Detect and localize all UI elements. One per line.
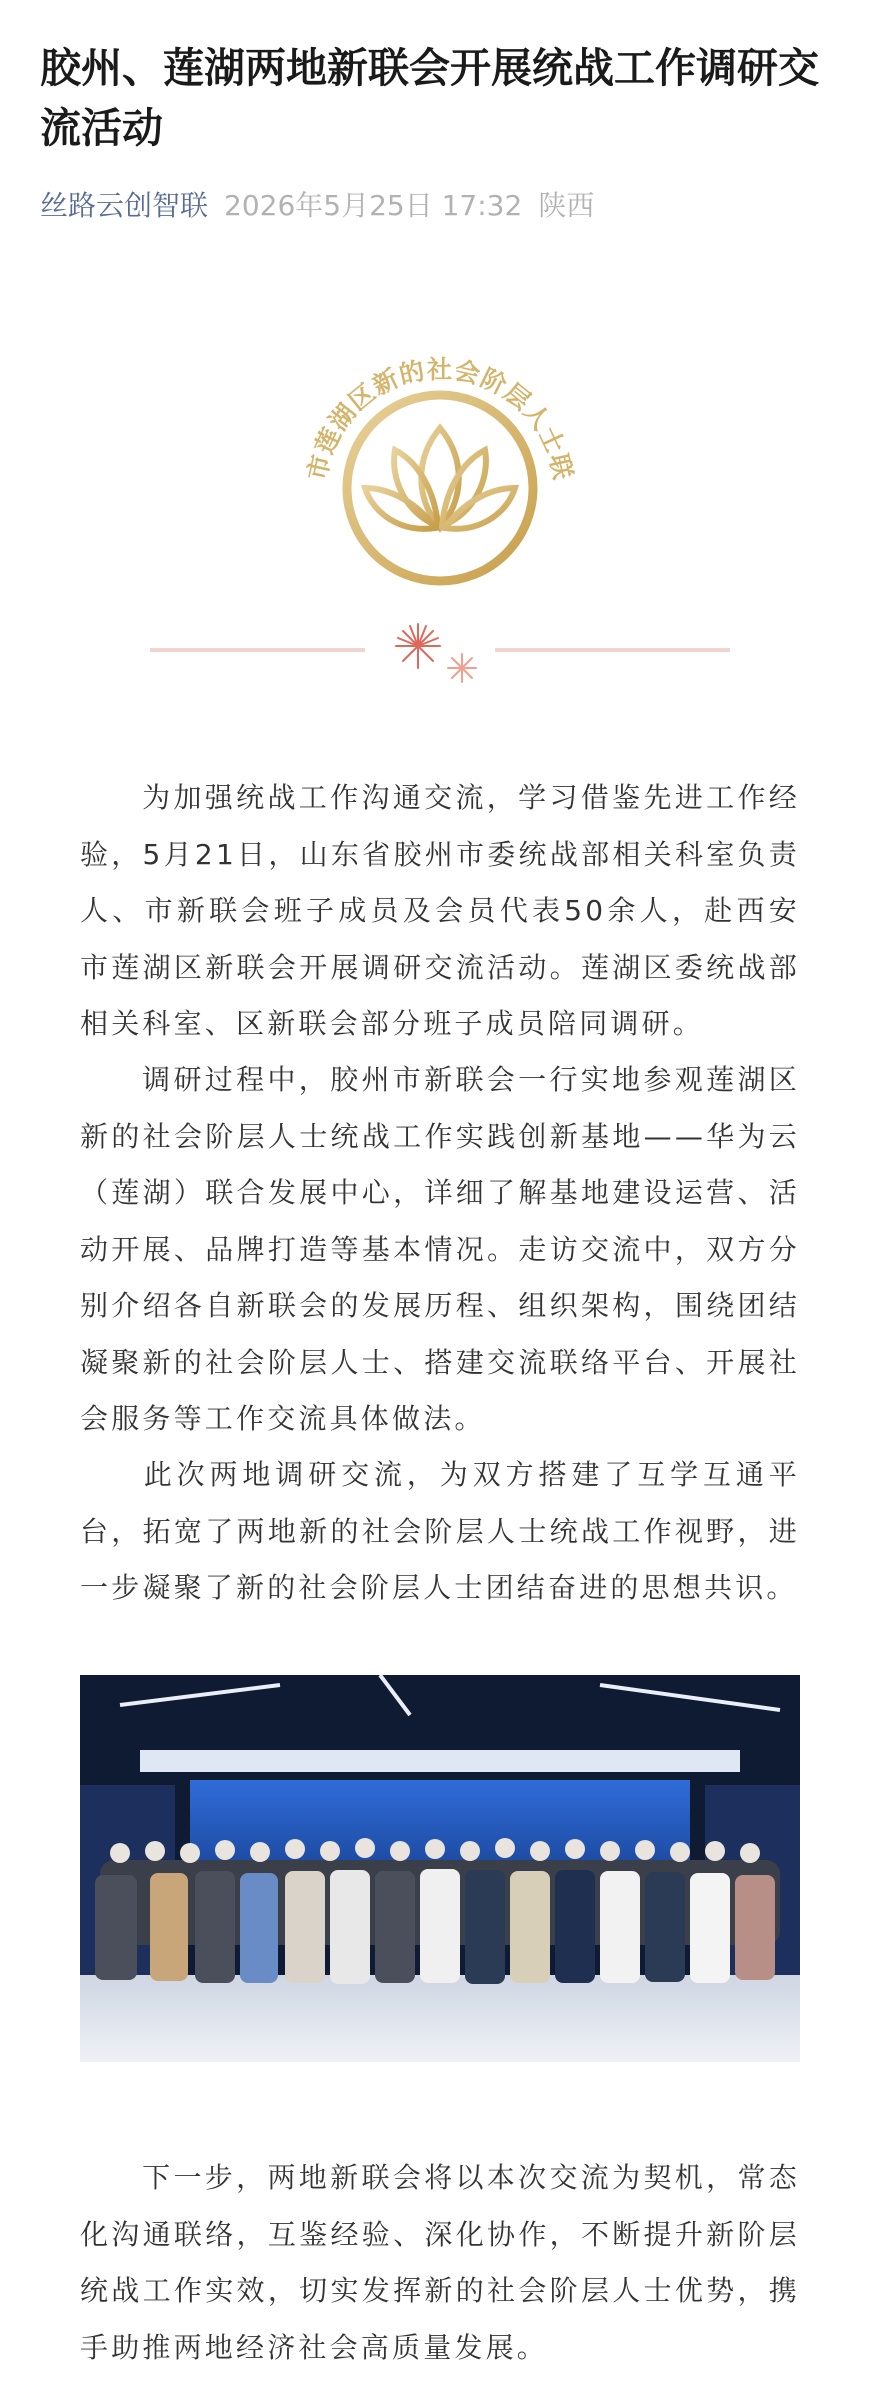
group-photo[interactable] [80, 1675, 800, 2062]
lotus-emblem-icon [295, 318, 585, 608]
article-paragraph: 此次两地调研交流，为双方搭建了互学互通平台，拓宽了两地新的社会阶层人士统战工作视野，进一步凝聚了新的社会阶层人士团结奋进的思想共识。 [80, 1458, 800, 1604]
firework-divider-icon [150, 620, 730, 700]
logo-org-name: 市莲湖区新的社会阶层人士联 [303, 356, 577, 483]
publish-region: 陕西 [538, 189, 595, 222]
publish-time: 2026年5月25日 17:32 [224, 189, 523, 222]
article-paragraph: 为加强统战工作沟通交流，学习借鉴先进工作经验，5月21日，山东省胶州市委统战部相关科室负责人、市新联会班子成员及会员代表50余人，赴西安市莲湖区新联会开展调研交流活动。莲湖区委统战部相关科室、区新联会部分班子成员陪同调研。 [80, 781, 800, 1040]
account-name-link[interactable]: 丝路云创智联 [40, 189, 209, 222]
article-meta [40, 186, 594, 226]
article-paragraph: 调研过程中，胶州市新联会一行实地参观莲湖区新的社会阶层人士统战工作实践创新基地——华为云（莲湖）联合发展中心，详细了解基地建设运营、活动开展、品牌打造等基本情况。走访交流中，双方分别介绍各自新联会的发展历程、组织架构，围绕团结凝聚新的社会阶层人士、搭建交流联络平台、开展社会服务等工作交流具体做法。 [80, 1063, 800, 1435]
svg-text:西安市莲湖区新的社会阶层人士联谊会 [295, 318, 577, 483]
article-paragraph: 下一步，两地新联会将以本次交流为契机，常态化沟通联络，互鉴经验、深化协作，不断提升新阶层统战工作实效，切实发挥新的社会阶层人士优势，携手助推两地经济社会高质量发展。 [80, 2161, 800, 2364]
article-title: 胶州、莲湖两地新联会开展统战工作调研交流活动 [40, 44, 819, 152]
